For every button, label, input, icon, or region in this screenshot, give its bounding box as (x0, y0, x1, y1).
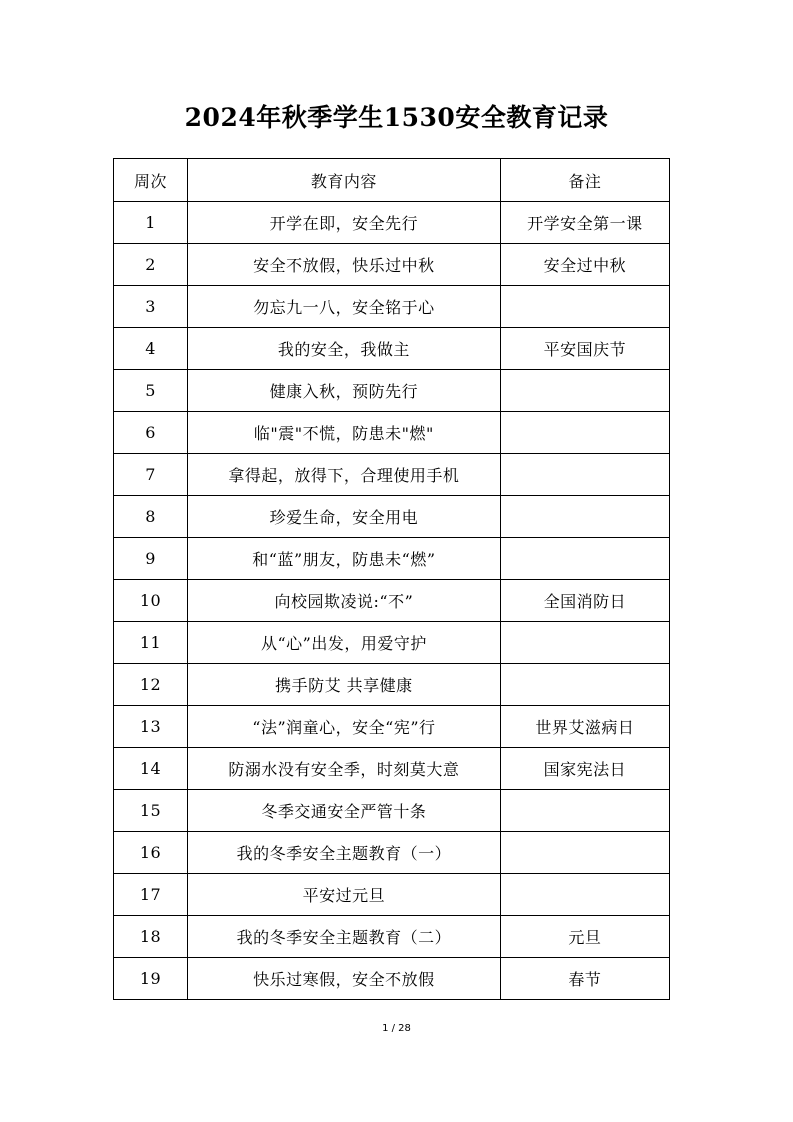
week-cell: 14 (114, 748, 188, 790)
header-week: 周次 (114, 159, 188, 202)
content-cell: 向校园欺凌说:“不” (188, 580, 501, 622)
table-row (114, 496, 670, 538)
table-row (114, 916, 670, 958)
page-number: 1 / 28 (382, 1023, 411, 1034)
week-cell: 1 (114, 202, 188, 244)
week-cell: 8 (114, 496, 188, 538)
content-cell: 珍爱生命，安全用电 (188, 496, 501, 538)
table-row (114, 286, 670, 328)
week-cell: 9 (114, 538, 188, 580)
content-cell: 我的冬季安全主题教育（一） (188, 832, 501, 874)
table-row (114, 958, 670, 1000)
note-cell (500, 874, 669, 916)
note-cell: 平安国庆节 (500, 328, 669, 370)
week-cell: 17 (114, 874, 188, 916)
table-row (114, 202, 670, 244)
note-cell (500, 664, 669, 706)
table-row (114, 538, 670, 580)
table-row (114, 790, 670, 832)
week-cell: 5 (114, 370, 188, 412)
note-cell: 元旦 (500, 916, 669, 958)
week-cell: 18 (114, 916, 188, 958)
content-cell: 临"震"不慌，防患未"燃" (188, 412, 501, 454)
table-row (114, 454, 670, 496)
content-cell: 和“蓝”朋友，防患未“燃” (188, 538, 501, 580)
week-cell: 7 (114, 454, 188, 496)
content-cell: 勿忘九一八，安全铭于心 (188, 286, 501, 328)
note-cell (500, 832, 669, 874)
note-cell: 春节 (500, 958, 669, 1000)
note-cell (500, 496, 669, 538)
content-cell: 拿得起，放得下，合理使用手机 (188, 454, 501, 496)
table-row (114, 622, 670, 664)
table-row (114, 580, 670, 622)
table-row (114, 244, 670, 286)
note-cell: 安全过中秋 (500, 244, 669, 286)
week-cell: 15 (114, 790, 188, 832)
content-cell: 安全不放假，快乐过中秋 (188, 244, 501, 286)
week-cell: 11 (114, 622, 188, 664)
note-cell: 开学安全第一课 (500, 202, 669, 244)
note-cell (500, 454, 669, 496)
week-cell: 10 (114, 580, 188, 622)
header-content: 教育内容 (188, 159, 501, 202)
week-cell: 2 (114, 244, 188, 286)
table-row (114, 370, 670, 412)
note-cell: 国家宪法日 (500, 748, 669, 790)
note-cell (500, 790, 669, 832)
note-cell (500, 622, 669, 664)
content-cell: 从“心”出发，用爱守护 (188, 622, 501, 664)
page-title: 2024年秋季学生1530安全教育记录 (184, 103, 609, 132)
week-cell: 6 (114, 412, 188, 454)
table-row (114, 748, 670, 790)
week-cell: 13 (114, 706, 188, 748)
note-cell (500, 286, 669, 328)
content-cell: 平安过元旦 (188, 874, 501, 916)
content-cell: 我的安全，我做主 (188, 328, 501, 370)
education-record-table (113, 158, 670, 1000)
week-cell: 4 (114, 328, 188, 370)
note-cell (500, 370, 669, 412)
note-cell: 世界艾滋病日 (500, 706, 669, 748)
week-cell: 19 (114, 958, 188, 1000)
content-cell: 健康入秋，预防先行 (188, 370, 501, 412)
table-row (114, 328, 670, 370)
content-cell: 防溺水没有安全季，时刻莫大意 (188, 748, 501, 790)
week-cell: 3 (114, 286, 188, 328)
content-cell: “法”润童心，安全“宪”行 (188, 706, 501, 748)
content-cell: 冬季交通安全严管十条 (188, 790, 501, 832)
note-cell (500, 538, 669, 580)
header-note: 备注 (500, 159, 669, 202)
table-row (114, 664, 670, 706)
table-row (114, 706, 670, 748)
table-row (114, 412, 670, 454)
table-row (114, 832, 670, 874)
week-cell: 12 (114, 664, 188, 706)
table-header-row (114, 159, 670, 202)
content-cell: 携手防艾 共享健康 (188, 664, 501, 706)
content-cell: 开学在即，安全先行 (188, 202, 501, 244)
note-cell: 全国消防日 (500, 580, 669, 622)
note-cell (500, 412, 669, 454)
content-cell: 我的冬季安全主题教育（二） (188, 916, 501, 958)
week-cell: 16 (114, 832, 188, 874)
content-cell: 快乐过寒假，安全不放假 (188, 958, 501, 1000)
table-row (114, 874, 670, 916)
